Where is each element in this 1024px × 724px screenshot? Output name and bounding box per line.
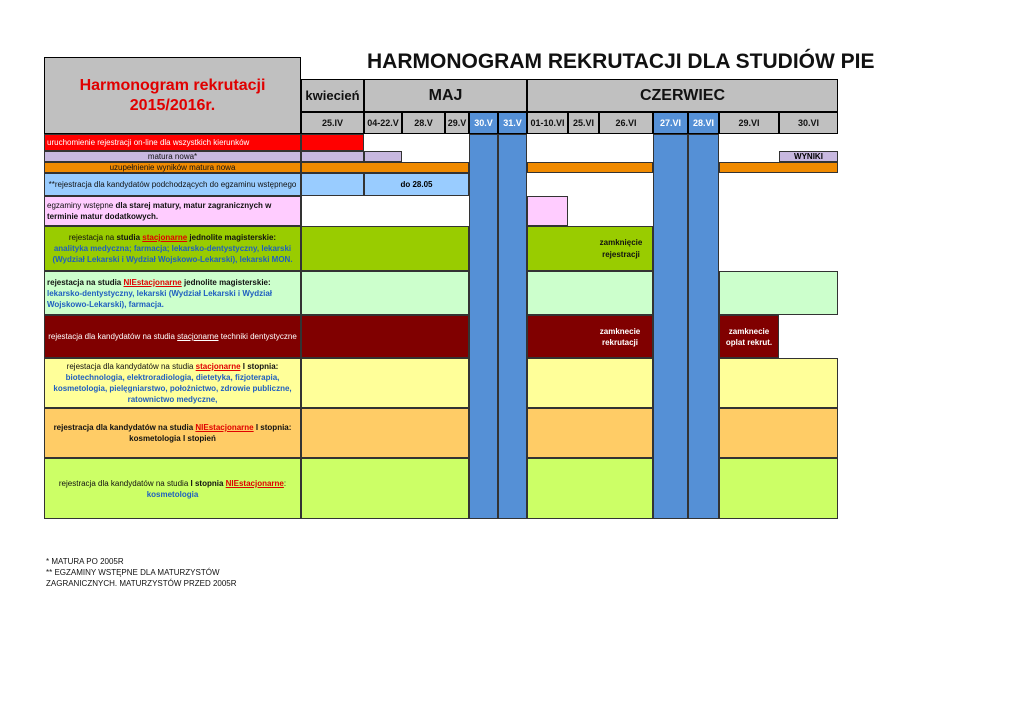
zamkniecie-rejestracji-1: zamknięcie xyxy=(599,238,643,247)
bar-stac-i-3 xyxy=(719,358,838,408)
row-label-niestacjonarne-magisterskie: rejestacja na studia NIEstacjonarne jednolite magisterskie: lekarsko-dentystyczny, lekarski (Wydział Lekarski i Wydział Wojskowo-Lekarski), farmacja. xyxy=(44,271,301,315)
row-label-niestacjonarne-i-stopnia: rejestracja dla kandydatów na studia NIEstacjonarne I stopnia: kosmetologia I stopień xyxy=(44,408,301,458)
zamkniecie-oplat-1: zamknecie xyxy=(728,326,770,336)
bar-niestac-i-1 xyxy=(301,408,469,458)
bar-uzupelnienie-2 xyxy=(527,162,653,173)
do-2805-cell: do 28.05 xyxy=(364,173,469,196)
row-label-entrance-exams: egzaminy wstępne dla starej matury, matur zagranicznych w terminie matur dodatkowych. xyxy=(44,196,301,226)
bar-matura-nowa-2 xyxy=(364,151,402,162)
blue-column-30-v xyxy=(469,134,498,519)
day-27-vi: 27.VI xyxy=(653,112,688,134)
bar-techniki-3 xyxy=(719,315,779,358)
wyniki-cell: WYNIKI xyxy=(779,151,838,162)
row-label-uzupelnienie: uzupełnienie wyników matura nowa xyxy=(44,162,301,173)
page-title: HARMONOGRAM REKRUTACJI DLA STUDIÓW PIE xyxy=(367,50,875,73)
footnote-1: * MATURA PO 2005R xyxy=(46,557,124,566)
footnote-3: ZAGRANICZNYCH. MATURZYSTÓW PRZED 2005R xyxy=(46,579,237,588)
schedule-caption xyxy=(44,57,301,134)
month-may: MAJ xyxy=(364,79,527,112)
day-28-v: 28.V xyxy=(402,112,445,134)
footnote-2: ** EGZAMINY WSTĘPNE DLA MATURZYSTÓW xyxy=(46,568,220,577)
day-25-iv: 25.IV xyxy=(301,112,364,134)
day-28-vi: 28.VI xyxy=(688,112,719,134)
row-label-stacjonarne-i-stopnia: rejestacja dla kandydatów na studia stacjonarne I stopnia: biotechnologia, elektroradiologia, dietetyka, fizjoterapia, kosmetologia, pielęgniarstwo, położnictwo, zdrowie publiczne, ratownictwo medyczne, xyxy=(44,358,301,408)
caption-line2: 2015/2016r. xyxy=(129,96,216,114)
bar-kosmetologia-1 xyxy=(301,458,469,519)
day-04-22-v: 04-22.V xyxy=(364,112,402,134)
bar-niestac-i-2 xyxy=(527,408,653,458)
day-29-vi: 29.VI xyxy=(719,112,779,134)
bar-online-registration xyxy=(301,134,364,151)
row-label-techniki-dentystyczne: rejestacja dla kandydatów na studia stacjonarne techniki dentystyczne xyxy=(44,315,301,358)
day-31-v: 31.V xyxy=(498,112,527,134)
zamkniecie-rekrutacji-1: zamknecie xyxy=(599,326,641,336)
day-26-vi: 26.VI xyxy=(599,112,653,134)
bar-stac-i-2 xyxy=(527,358,653,408)
bar-stacjonarne-mag-1 xyxy=(301,226,469,271)
month-june: CZERWIEC xyxy=(527,79,838,112)
caption-line1: Harmonogram rekrutacji xyxy=(79,76,266,94)
bar-stacjonarne-mag-2 xyxy=(527,226,653,271)
bar-techniki-2 xyxy=(527,315,653,358)
day-30-v: 30.V xyxy=(469,112,498,134)
bar-entrance-exams xyxy=(527,196,568,226)
blue-column-28-vi xyxy=(688,134,719,519)
row-label-niestac-kosmetologia: rejestracja dla kandydatów na studia I stopnia NIEstacjonarne: kosmetologia xyxy=(44,458,301,519)
bar-matura-nowa-1 xyxy=(301,151,364,162)
bar-exam-registration-1 xyxy=(301,173,364,196)
bar-niestac-i-3 xyxy=(719,408,838,458)
bar-kosmetologia-2 xyxy=(527,458,653,519)
month-april: kwiecień xyxy=(301,79,364,112)
bar-uzupelnienie-3 xyxy=(719,162,838,173)
day-29-v: 29.V xyxy=(445,112,469,134)
bar-kosmetologia-3 xyxy=(719,458,838,519)
zamkniecie-rekrutacji-2: rekrutacji xyxy=(601,337,639,347)
bar-uzupelnienie-1 xyxy=(301,162,469,173)
day-30-vi: 30.VI xyxy=(779,112,838,134)
row-label-online-registration: uruchomienie rejestracji on-line dla wszystkich kierunków xyxy=(44,134,301,151)
day-25-vi: 25.VI xyxy=(568,112,599,134)
bar-niestac-mag-1 xyxy=(301,271,469,315)
row-label-exam-registration: **rejestracja dla kandydatów podchodzących do egzaminu wstępnego xyxy=(44,173,301,196)
bar-techniki-1 xyxy=(301,315,469,358)
blue-column-27-vi xyxy=(653,134,688,519)
day-01-10-vi: 01-10.VI xyxy=(527,112,568,134)
blue-column-31-v xyxy=(498,134,527,519)
bar-niestac-mag-2 xyxy=(527,271,653,315)
bar-stac-i-1 xyxy=(301,358,469,408)
row-label-matura-nowa: matura nowa* xyxy=(44,151,301,162)
row-label-stacjonarne-magisterskie: rejestacja na studia stacjonarne jednolite magisterskie: analityka medyczna; farmacja; lekarsko-dentystyczny, lekarski (Wydział Lekarski i Wydział Wojskowo-Lekarski), lekarski MON. xyxy=(44,226,301,271)
bar-niestac-mag-3 xyxy=(719,271,838,315)
zamkniecie-rejestracji-2: rejestracji xyxy=(602,250,640,259)
zamkniecie-oplat-2: oplat rekrut. xyxy=(725,337,773,347)
